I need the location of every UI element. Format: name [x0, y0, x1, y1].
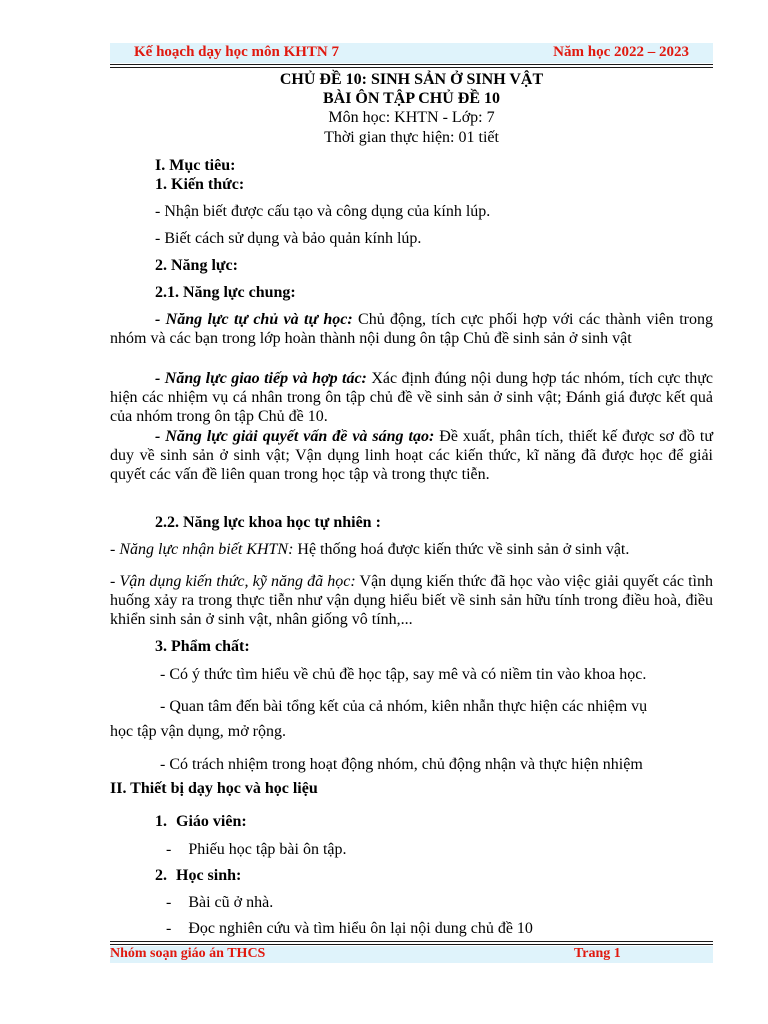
- general-competence-heading: 2.1. Năng lực chung:: [155, 284, 296, 301]
- general-competence-item: [110, 310, 713, 348]
- duration-line: Thời gian thực hiện: 01 tiết: [324, 129, 499, 146]
- science-competence-item: [110, 540, 713, 559]
- science-competence-item: [110, 572, 713, 629]
- bullet-dash: -: [166, 894, 172, 911]
- header-left-text: Kế hoạch dạy học môn KHTN 7: [134, 44, 340, 60]
- item-text: Vận dụng kiến thức đã học vào việc giải quyết các tình huống xảy ra trong thực tiễn như vận dụng hiểu biết về sinh sản hữu tính trong điều hoà, điều khiển sinh sản ở sinh vật, nhân giống vô tính,...: [110, 573, 714, 628]
- header-rule-double: [110, 67, 713, 68]
- teacher-heading: [155, 812, 247, 831]
- knowledge-heading: 1. Kiến thức:: [155, 176, 245, 193]
- student-list-item: [166, 893, 273, 912]
- item-text: Xác định đúng nội dung hợp tác nhóm, tích cực thực hiện các nhiệm vụ cá nhân trong ôn tập chủ đề về sinh sản ở sinh vật; Đánh giá được kết quả của nhóm trong ôn tập Chủ đề 10.: [110, 370, 714, 425]
- bullet-dash: -: [166, 841, 172, 858]
- header-rule: [110, 64, 713, 65]
- student-label: Học sinh:: [176, 867, 242, 884]
- quality-item: - Quan tâm đến bài tổng kết của cả nhóm, kiên nhẫn thực hiện các nhiệm vụ: [160, 698, 648, 715]
- student-number: 2.: [155, 867, 167, 884]
- item-label: - Vận dụng kiến thức, kỹ năng đã học:: [110, 573, 356, 590]
- footer-rule-double: [110, 944, 713, 945]
- subject-line: Môn học: KHTN - Lớp: 7: [328, 109, 495, 126]
- quality-item: - Có ý thức tìm hiểu về chủ đề học tập, say mê và có niềm tin vào khoa học.: [160, 666, 647, 683]
- item-label: - Năng lực nhận biết KHTN:: [110, 541, 294, 558]
- item-text: Đề xuất, phân tích, thiết kế được sơ đồ tư duy về sinh sản ở sinh vật; Vận dụng linh hoạt các kiến thức, kĩ năng đã được học để giải quyết các vấn đề liên quan trong học tập và trong thực tiễn.: [110, 428, 714, 483]
- general-competence-item: [110, 427, 713, 484]
- teacher-label: Giáo viên:: [176, 813, 247, 830]
- list-item-text: Bài cũ ở nhà.: [188, 894, 274, 911]
- list-item-text: Phiếu học tập bài ôn tập.: [188, 841, 347, 858]
- page-number: Trang 1: [574, 946, 621, 961]
- quality-item: - Có trách nhiệm trong hoạt động nhóm, chủ động nhận và thực hiện nhiệm: [160, 756, 643, 773]
- header-right-text: Năm học 2022 – 2023: [553, 44, 689, 60]
- bullet-dash: -: [166, 920, 172, 937]
- competence-heading: 2. Năng lực:: [155, 257, 238, 274]
- student-list-item: [166, 919, 533, 938]
- quality-heading: 3. Phẩm chất:: [155, 638, 250, 655]
- list-item-text: Đọc nghiên cứu và tìm hiểu ôn lại nội dung chủ đề 10: [188, 920, 533, 937]
- item-label: - Năng lực giải quyết vấn đề và sáng tạo:: [155, 428, 435, 445]
- footer-rule: [110, 941, 713, 942]
- item-text: Chủ động, tích cực phối hợp với các thành viên trong nhóm và các bạn trong lớp hoàn thành nội dung ôn tập Chủ đề sinh sản ở sinh vật: [110, 311, 713, 347]
- knowledge-item: - Nhận biết được cấu tạo và công dụng của kính lúp.: [155, 203, 491, 220]
- teacher-list-item: [166, 840, 347, 859]
- item-label: - Năng lực giao tiếp và hợp tác:: [155, 370, 367, 387]
- equipment-heading: II. Thiết bị dạy học và học liệu: [110, 780, 318, 797]
- objectives-heading: I. Mục tiêu:: [155, 157, 236, 174]
- footer-left-text: Nhóm soạn giáo án THCS: [110, 946, 266, 961]
- general-competence-item: [110, 369, 713, 426]
- item-text: Hệ thống hoá được kiến thức về sinh sản ở sinh vật.: [293, 541, 630, 558]
- student-heading: [155, 866, 241, 885]
- knowledge-item: - Biết cách sử dụng và bảo quản kính lúp.: [155, 230, 422, 247]
- page-footer: [110, 946, 713, 963]
- page-header: [110, 43, 713, 63]
- item-label: - Năng lực tự chủ và tự học:: [155, 311, 353, 328]
- science-competence-heading: 2.2. Năng lực khoa học tự nhiên :: [155, 514, 381, 531]
- teacher-number: 1.: [155, 813, 167, 830]
- topic-title: CHỦ ĐỀ 10: SINH SẢN Ở SINH VẬT: [279, 71, 544, 88]
- lesson-title: BÀI ÔN TẬP CHỦ ĐỀ 10: [322, 90, 501, 107]
- quality-item-continued: học tập vận dụng, mở rộng.: [110, 723, 286, 740]
